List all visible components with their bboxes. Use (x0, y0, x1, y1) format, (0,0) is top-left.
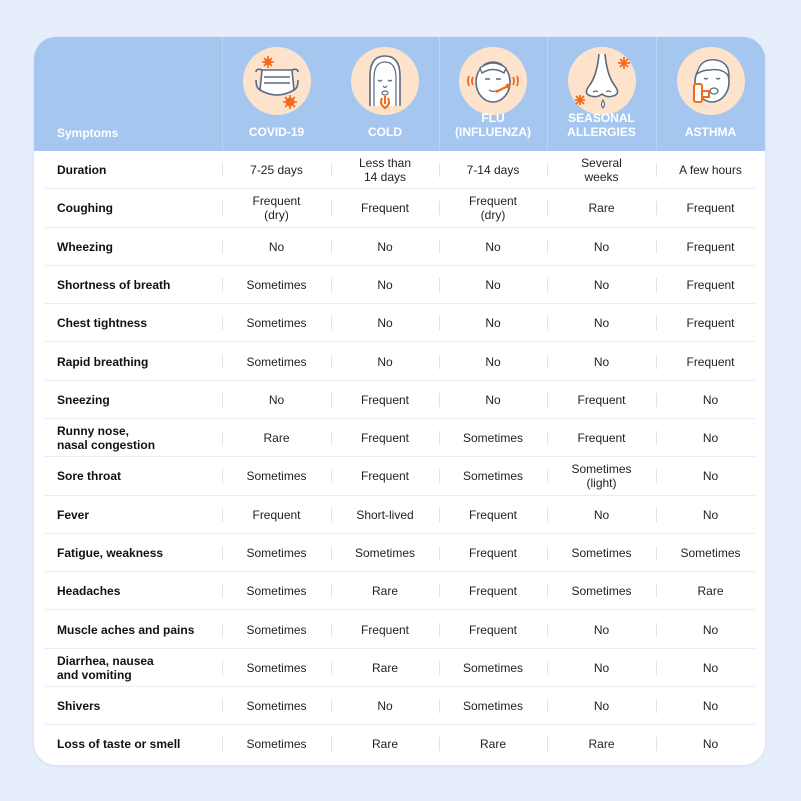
symptom-value-cell: No (702, 737, 719, 752)
symptom-value-cell: Frequent (360, 431, 410, 446)
symptom-value-cell: Sometimes (462, 699, 524, 714)
symptom-value-cell: A few hours (679, 163, 742, 178)
column-label-covid19: COVID-19 (248, 125, 305, 139)
symptom-value-cell: Short-lived (356, 507, 414, 522)
symptom-value-cell: No (593, 660, 610, 675)
symptom-value-cell: Frequent (686, 316, 735, 331)
symptom-value-cell: No (702, 507, 719, 522)
column-header-asthma (656, 37, 765, 151)
symptom-value-cell: Rare (588, 737, 615, 752)
symptom-value-cell: No (593, 239, 610, 254)
symptom-value-cell: Frequent (360, 469, 410, 484)
symptom-value-cell: Sometimes (246, 469, 307, 484)
symptom-value-cell: No (702, 660, 719, 675)
table-row (34, 496, 765, 534)
symptom-value-cell: Sometimes (462, 660, 524, 675)
symptom-value-cell: No (485, 277, 501, 292)
symptom-value-cell: Several weeks (581, 156, 622, 185)
symptom-value-cell: Sometimes (571, 584, 632, 599)
symptom-value-cell: Frequent (686, 239, 735, 254)
column-label-cold: COLD (368, 125, 402, 139)
symptom-value-cell: Rare (371, 737, 398, 752)
column-header-flu (439, 37, 547, 151)
symptom-value-cell: No (485, 354, 501, 369)
symptom-value-cell: No (377, 239, 393, 254)
symptom-value-cell: Sometimes (680, 545, 741, 560)
header-divider (222, 37, 223, 151)
symptom-value-cell: Rare (697, 584, 724, 599)
symptom-table-body (34, 151, 765, 764)
symptom-value-cell: Frequent (468, 545, 518, 560)
symptom-name: Runny nose, nasal congestion (57, 424, 156, 453)
symptom-name: Rapid breathing (57, 354, 149, 369)
symptom-value-cell: No (485, 316, 501, 331)
symptom-value-cell: Sometimes (246, 737, 307, 752)
symptom-value-cell: Sometimes (246, 699, 307, 714)
nose-allergy-icon (567, 46, 637, 116)
symptom-value-cell: No (377, 316, 393, 331)
symptom-value-cell: Rare (479, 737, 506, 752)
symptom-value-cell: Frequent (360, 622, 410, 637)
symptom-name: Diarrhea, nausea and vomiting (57, 653, 154, 682)
symptom-value-cell: Frequent (686, 201, 735, 216)
face-mask-icon (242, 46, 312, 116)
symptom-value-cell: Frequent (dry) (252, 194, 301, 223)
symptom-value-cell: No (593, 316, 610, 331)
symptom-value-cell: Frequent (468, 507, 518, 522)
column-header-covid19 (222, 37, 331, 151)
symptom-value-cell: No (485, 392, 501, 407)
column-label-seasonal-allergies: SEASONAL ALLERGIES (567, 111, 636, 139)
symptom-value-cell: Sometimes (light) (571, 462, 632, 491)
table-row (34, 151, 765, 189)
table-row (34, 228, 765, 266)
table-row (34, 572, 765, 610)
symptom-value-cell: Frequent (686, 354, 735, 369)
symptom-value-cell: Frequent (686, 277, 735, 292)
symptom-value-cell: No (702, 622, 719, 637)
symptom-value-cell: Sometimes (571, 545, 632, 560)
symptom-value-cell: No (377, 699, 393, 714)
symptom-value-cell: Sometimes (462, 431, 524, 446)
table-row (34, 725, 765, 763)
symptom-value-cell: No (593, 699, 610, 714)
symptom-name: Fatigue, weakness (57, 545, 164, 560)
symptom-value-cell: No (702, 392, 719, 407)
symptom-value-cell: Frequent (468, 622, 518, 637)
symptom-value-cell: Frequent (360, 201, 410, 216)
symptom-value-cell: Sometimes (246, 622, 307, 637)
table-row (34, 687, 765, 725)
symptom-value-cell: Frequent (577, 431, 626, 446)
cold-face-icon (350, 46, 420, 116)
table-row (34, 457, 765, 495)
symptom-value-cell: Rare (263, 431, 290, 446)
symptom-value-cell: Frequent (360, 392, 410, 407)
symptom-value-cell: Frequent (252, 507, 301, 522)
symptom-value-cell: Rare (371, 660, 398, 675)
symptom-name: Muscle aches and pains (57, 622, 195, 637)
table-row (34, 304, 765, 342)
symptom-value-cell: Sometimes (246, 660, 307, 675)
table-row (34, 419, 765, 457)
inhaler-face-icon (676, 46, 746, 116)
symptom-value-cell: Sometimes (246, 316, 307, 331)
symptom-name: Sore throat (57, 469, 122, 484)
symptom-name: Shortness of breath (57, 277, 171, 292)
table-row (34, 189, 765, 227)
symptom-value-cell: 7-25 days (250, 163, 303, 178)
symptom-value-cell: Sometimes (246, 545, 307, 560)
symptom-value-cell: No (593, 277, 610, 292)
column-label-asthma: ASTHMA (684, 125, 737, 139)
column-header-seasonal-allergies (547, 37, 656, 151)
symptom-value-cell: Sometimes (246, 354, 307, 369)
symptom-value-cell: Rare (371, 584, 398, 599)
symptom-value-cell: Sometimes (354, 545, 416, 560)
symptom-value-cell: No (377, 277, 393, 292)
symptom-value-cell: No (268, 239, 285, 254)
symptom-value-cell: Frequent (577, 392, 626, 407)
symptom-value-cell: No (702, 699, 719, 714)
symptom-value-cell: No (702, 469, 719, 484)
symptom-value-cell: No (268, 392, 285, 407)
symptom-name: Coughing (57, 201, 113, 216)
table-header (34, 37, 765, 151)
symptom-value-cell: No (593, 622, 610, 637)
symptom-value-cell: No (702, 431, 719, 446)
symptom-value-cell: Frequent (468, 584, 518, 599)
table-row (34, 534, 765, 572)
symptom-value-cell: Less than 14 days (358, 156, 412, 185)
symptom-value-cell: No (593, 354, 610, 369)
symptom-name: Wheezing (57, 239, 113, 254)
symptom-value-cell: Frequent (dry) (468, 194, 518, 223)
symptom-value-cell: No (377, 354, 393, 369)
symptom-name: Fever (57, 507, 90, 522)
symptoms-column-header: Symptoms (57, 126, 119, 140)
column-label-flu: FLU (INFLUENZA) (455, 111, 531, 139)
symptom-value-cell: 7-14 days (466, 163, 520, 178)
symptom-name: Loss of taste or smell (57, 737, 181, 752)
flu-face-thermometer-icon (458, 46, 528, 116)
column-header-cold (331, 37, 439, 151)
table-row (34, 342, 765, 380)
symptom-value-cell: No (485, 239, 501, 254)
symptom-value-cell: No (593, 507, 610, 522)
symptom-value-cell: Sometimes (246, 584, 307, 599)
symptom-comparison-card (34, 37, 765, 765)
table-row (34, 381, 765, 419)
symptom-name: Headaches (57, 584, 121, 599)
symptom-value-cell: Rare (588, 201, 615, 216)
symptom-value-cell: Sometimes (462, 469, 524, 484)
symptom-name: Sneezing (57, 392, 110, 407)
symptom-name: Shivers (57, 699, 101, 714)
table-row (34, 266, 765, 304)
symptom-name: Duration (57, 163, 107, 178)
table-row (34, 610, 765, 648)
symptom-value-cell: Sometimes (246, 277, 307, 292)
table-row (34, 649, 765, 687)
symptom-name: Chest tightness (57, 316, 148, 331)
